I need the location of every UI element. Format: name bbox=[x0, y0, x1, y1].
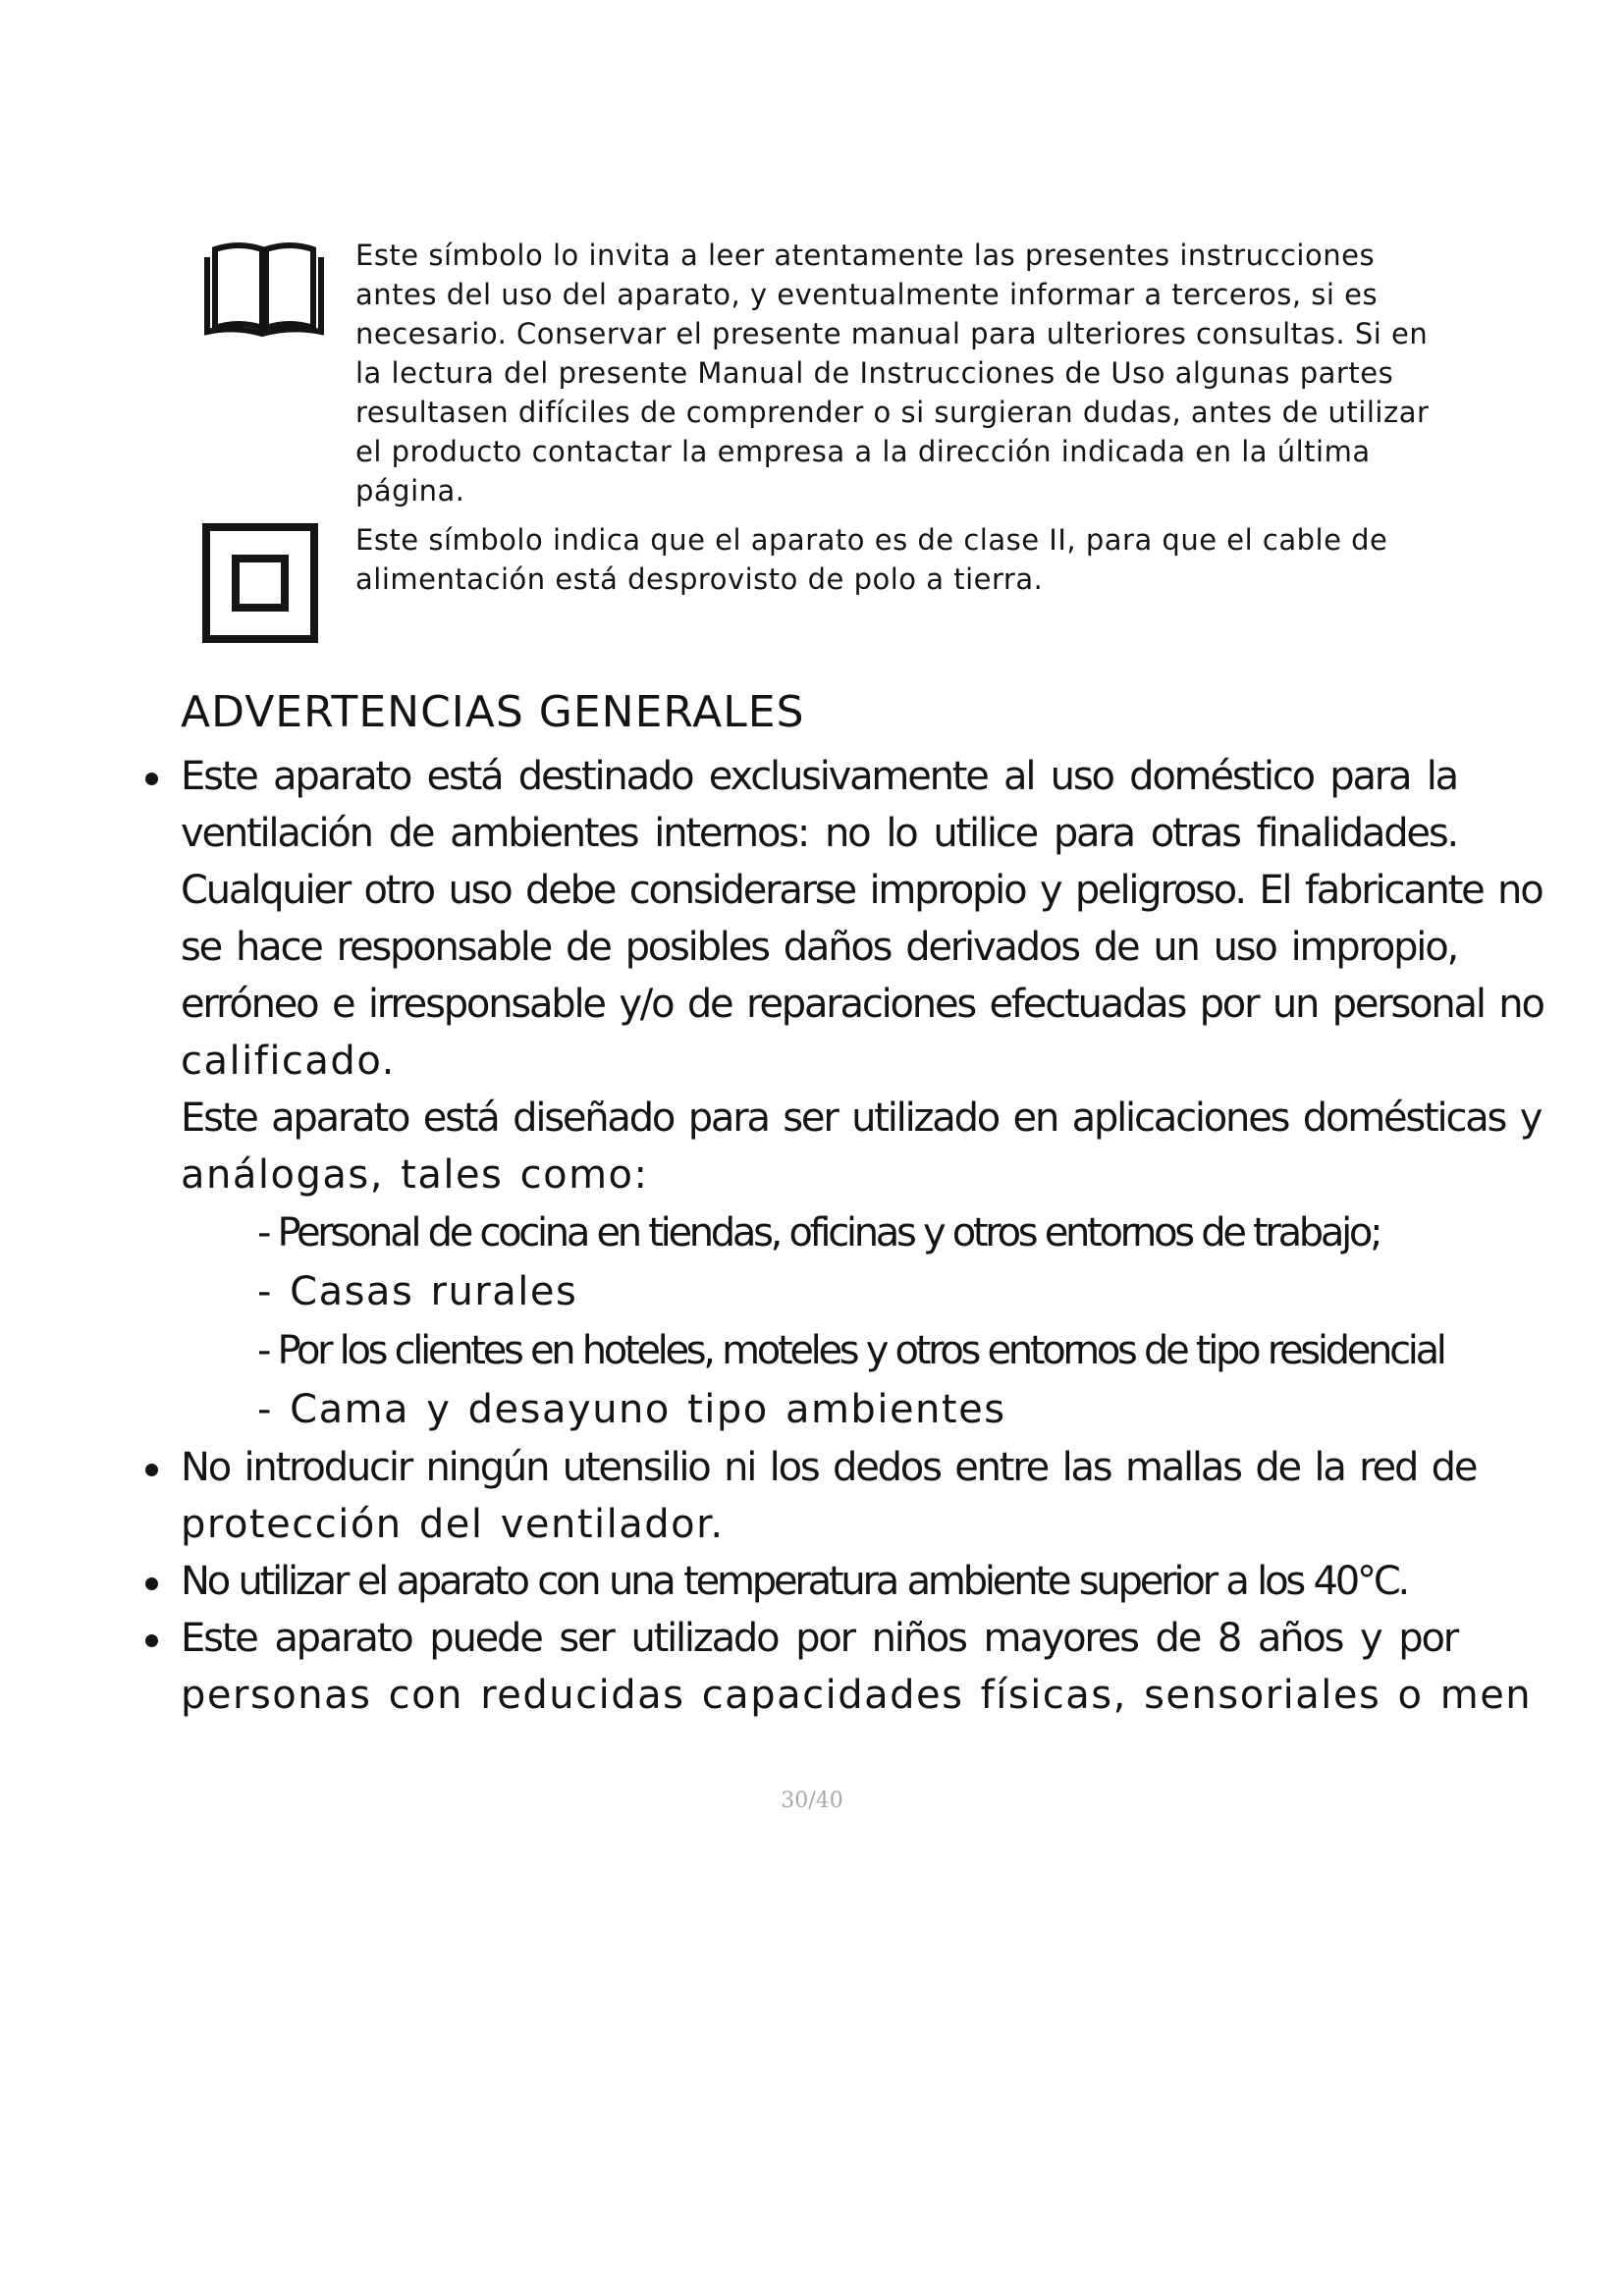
sublist-item: - Cama y desayuno tipo ambientes bbox=[257, 1387, 1006, 1432]
page-number: 30/40 bbox=[781, 1789, 843, 1813]
warning-item-domestic-use: Este aparato está destinado exclusivamente al uso doméstico para la ventilación de ambientes internos: no lo utilice para otras finalidades. Cualquier otro uso debe considerarse impropio y peligroso. El fabricante no se hace responsable de posibles daños derivados de un uso impropio, erróneo e irresponsable y/o de reparaciones efectuadas por un personal no calificado. bbox=[181, 748, 1457, 1090]
warnings-list bbox=[0, 748, 1624, 1724]
symbol-class-ii-text: Este símbolo indica que el aparato es de clase II, para que el cable de alimentación está desprovisto de polo a tierra. bbox=[355, 523, 1388, 596]
bullet-icon bbox=[145, 1464, 158, 1476]
bullet-icon bbox=[145, 1577, 158, 1590]
bullet-icon bbox=[145, 773, 158, 785]
warning-item-temperature: No utilizar el aparato con una temperatura ambiente superior a los 40°C. bbox=[181, 1553, 1457, 1610]
applications-sublist bbox=[257, 1203, 1624, 1439]
sublist-item: - Personal de cocina en tiendas, oficinas y otros entornos de trabajo; bbox=[257, 1210, 1380, 1255]
sublist-item: - Casas rurales bbox=[257, 1269, 578, 1314]
book-icon bbox=[201, 236, 327, 342]
applications-paragraph: Este aparato está diseñado para ser utilizado en aplicaciones domésticas y análogas, tales como: bbox=[181, 1095, 1542, 1198]
bullet-icon bbox=[145, 1634, 158, 1647]
warning-item-children: Este aparato puede ser utilizado por niños mayores de 8 años y por personas con reducidas capacidades físicas, sensoriales o men bbox=[181, 1610, 1457, 1724]
sublist-item: - Por los clientes en hoteles, moteles y otros entornos de tipo residencial bbox=[257, 1328, 1444, 1373]
double-square-class-ii-icon bbox=[201, 522, 321, 650]
section-title: ADVERTENCIAS GENERALES bbox=[181, 687, 805, 737]
symbol-read-instructions-text: Este símbolo lo invita a leer atentamente las presentes instrucciones antes del uso del aparato, y eventualmente informar a terceros, si es necesario. Conservar el presente manual para ulteriores consultas. Si en la lectura del presente Manual de Instrucciones de Uso algunas partes resultasen difíciles de comprender o si surgieran dudas, antes de utilizar el producto contactar la empresa a la dirección indicada en la última página. bbox=[355, 239, 1430, 507]
warning-item-fan-guard: No introducir ningún utensilio ni los dedos entre las mallas de la red de protección del ventilador. bbox=[181, 1439, 1457, 1553]
